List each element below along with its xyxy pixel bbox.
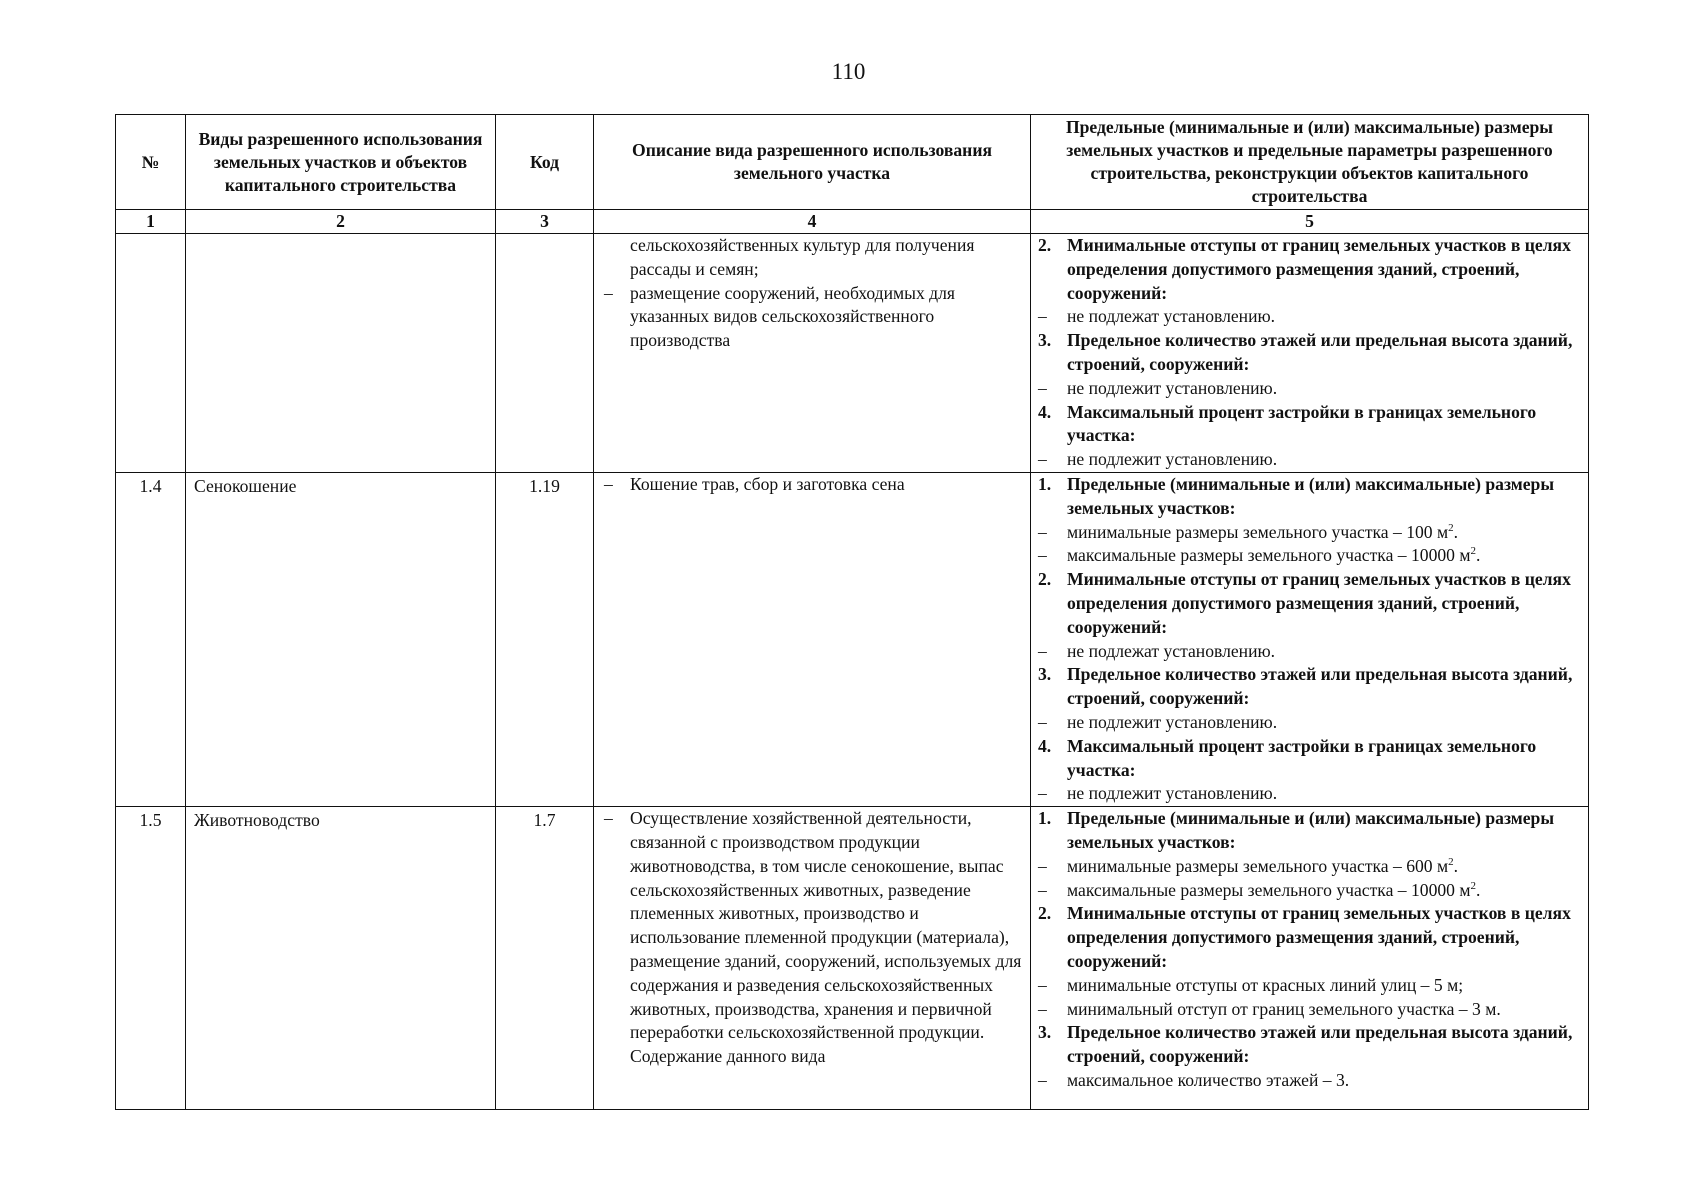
row-number: 1.4 [139, 475, 162, 496]
list-marker: – [1038, 783, 1047, 804]
list-marker: – [604, 808, 613, 829]
description-text: размещение сооружений, необходимых для указанных видов сельскохозяйственного производства [630, 282, 956, 351]
parameter-text-wrap [1067, 568, 1588, 639]
parameter-text-wrap [1067, 1021, 1588, 1069]
list-marker [594, 234, 630, 282]
description-cell [594, 807, 1031, 1110]
parameter-text: минимальный отступ от границ земельного участка – 3 м. [1067, 998, 1501, 1019]
list-marker: – [1038, 879, 1047, 900]
description-cell [594, 472, 1031, 806]
list-marker: 2. [1038, 569, 1052, 590]
parameter-text-wrap [1067, 305, 1588, 329]
parameter-text-wrap [1067, 855, 1588, 879]
superscript: 2 [1448, 521, 1454, 534]
description-item [594, 282, 1030, 353]
parameter-value [1031, 640, 1588, 664]
parameter-text: максимальное количество этажей – 3. [1067, 1069, 1350, 1090]
use-type-cell [186, 807, 496, 1110]
parameter-heading [1031, 735, 1588, 783]
parameter-value [1031, 711, 1588, 735]
use-type-code [496, 234, 593, 236]
parameter-text-wrap [1067, 234, 1588, 305]
parameter-value [1031, 544, 1588, 568]
parameter-text: не подлежат установлению. [1067, 306, 1276, 327]
parameter-value [1031, 448, 1588, 472]
parameter-text: Минимальные отступы от границ земельных участков в целях определения допустимого размещения зданий, строений, сооружений: [1067, 903, 1571, 971]
list-marker: – [1038, 1069, 1047, 1090]
list-marker: – [1038, 711, 1047, 732]
parameter-text: Предельные (минимальные и (или) максимальные) размеры земельных участков: [1067, 473, 1555, 518]
parameters-cell [1031, 807, 1589, 1110]
list-marker: – [1038, 545, 1047, 566]
column-number: 2 [186, 210, 496, 234]
parameter-tail: . [1476, 545, 1481, 566]
parameter-heading [1031, 902, 1588, 973]
list-marker: – [1038, 974, 1047, 995]
header-description: Описание вида разрешенного использования земельного участка [594, 115, 1031, 210]
parameter-text-wrap [1067, 663, 1588, 711]
use-type-cell [186, 472, 496, 806]
parameter-value [1031, 1069, 1588, 1093]
parameter-heading [1031, 807, 1588, 855]
list-marker: – [1038, 306, 1047, 327]
table-body [116, 234, 1589, 1110]
parameter-text-wrap [1067, 521, 1588, 545]
parameter-text: минимальные отступы от красных линий улиц – 5 м; [1067, 974, 1464, 995]
parameter-heading [1031, 234, 1588, 305]
parameter-text-wrap [1067, 807, 1588, 855]
use-type-name [186, 234, 495, 236]
description-item [594, 473, 1030, 497]
list-marker: – [1038, 855, 1047, 876]
parameter-text: не подлежат установлению. [1067, 640, 1276, 661]
parameter-heading [1031, 329, 1588, 377]
parameter-value [1031, 879, 1588, 903]
parameter-text: Предельное количество этажей или предельная высота зданий, строений, сооружений: [1067, 1022, 1573, 1067]
description-text: Кошение трав, сбор и заготовка сена [630, 473, 905, 494]
parameter-heading [1031, 473, 1588, 521]
parameter-text: не подлежит установлению. [1067, 449, 1278, 470]
header-use-types: Виды разрешенного использования земельных участков и объектов капитального строительства [186, 115, 496, 210]
row-number-cell [116, 472, 186, 806]
list-marker: – [1038, 377, 1047, 398]
parameter-text-wrap [1067, 473, 1588, 521]
parameter-heading [1031, 401, 1588, 449]
list-marker: – [1038, 998, 1047, 1019]
column-number-row [116, 210, 1589, 234]
description-item [594, 807, 1030, 1069]
parameter-heading [1031, 568, 1588, 639]
description-cell [594, 234, 1031, 473]
superscript: 2 [1470, 879, 1476, 892]
row-number [116, 234, 185, 236]
parameter-text: минимальные размеры земельного участка – 600 м [1067, 855, 1449, 876]
row-number-cell [116, 807, 186, 1110]
parameter-text-wrap [1067, 401, 1588, 449]
parameter-text: Предельное количество этажей или предельная высота зданий, строений, сооружений: [1067, 330, 1573, 374]
use-type-name: Сенокошение [194, 475, 297, 496]
parameter-tail: . [1453, 521, 1459, 542]
parameter-text: Минимальные отступы от границ земельных участков в целях определения допустимого размещения зданий, строений, сооружений: [1067, 235, 1571, 303]
list-marker: – [1038, 640, 1047, 661]
code-cell [496, 234, 594, 473]
list-marker: 2. [1038, 235, 1052, 255]
parameter-text-wrap [1067, 448, 1588, 472]
parameter-heading [1031, 1021, 1588, 1069]
parameter-value [1031, 521, 1588, 545]
use-type-name: Животноводство [194, 810, 320, 831]
table-header-row [116, 115, 1589, 210]
parameter-text-wrap [1067, 782, 1588, 806]
parameter-text: не подлежит установлению. [1067, 711, 1278, 732]
parameter-text-wrap [1067, 998, 1588, 1022]
superscript: 2 [1470, 545, 1476, 558]
description-text: Осуществление хозяйственной деятельности, связанной с производством продукции животноводства, в том числе сенокошение, выпас сельскохозяйственных животных, разведение племенных животных, производство и использование племенной продукции (материала), размещение зданий, сооружений, используемых для содержания и разведения сельскохозяйственных животных, производства, хранения и первичной переработки сельскохозяйственной продукции. Содержание данного вида [630, 808, 1022, 1067]
parameter-value [1031, 305, 1588, 329]
parameter-text: Максимальный процент застройки в границах земельного участка: [1067, 401, 1537, 446]
code-cell [496, 807, 594, 1110]
parameter-heading [1031, 663, 1588, 711]
description-item [594, 234, 1030, 282]
parameter-text-wrap [1067, 974, 1588, 998]
parameter-text: максимальные размеры земельного участка – 10000 м [1067, 879, 1471, 900]
list-marker: 1. [1038, 473, 1052, 494]
list-marker: – [604, 473, 613, 494]
parameters-cell [1031, 234, 1589, 473]
parameter-text: не подлежит установлению. [1067, 783, 1278, 804]
column-number: 1 [116, 210, 186, 234]
parameter-text: максимальные размеры земельного участка – 10000 м [1067, 545, 1471, 566]
list-marker: 4. [1038, 735, 1052, 756]
table-row [116, 234, 1589, 473]
parameter-text: минимальные размеры земельного участка – 100 м [1067, 521, 1449, 542]
list-marker: 2. [1038, 903, 1052, 924]
column-number: 3 [496, 210, 594, 234]
list-marker: 3. [1038, 664, 1052, 685]
header-code: Код [496, 115, 594, 210]
parameter-text-wrap [1067, 735, 1588, 783]
list-marker: 4. [1038, 401, 1052, 422]
parameter-text: Максимальный процент застройки в границах земельного участка: [1067, 735, 1537, 780]
parameter-value [1031, 974, 1588, 998]
page-number: 110 [831, 59, 866, 84]
list-marker: – [1038, 449, 1047, 470]
list-marker: – [604, 282, 613, 303]
code-cell [496, 472, 594, 806]
use-type-code: 1.7 [533, 810, 556, 831]
parameter-text-wrap [1067, 377, 1588, 401]
parameter-tail: . [1476, 879, 1481, 900]
parameter-text-wrap [1067, 879, 1588, 903]
list-marker: – [1038, 521, 1047, 542]
parameter-text: Минимальные отступы от границ земельных участков в целях определения допустимого размещения зданий, строений, сооружений: [1067, 569, 1571, 637]
header-parameters: Предельные (минимальные и (или) максимальные) размеры земельных участков и предельные параметры разрешенного строительства, реконструкции объектов капитального строительства [1031, 115, 1589, 210]
header-number: № [116, 115, 186, 210]
parameter-text: Предельное количество этажей или предельная высота зданий, строений, сооружений: [1067, 664, 1573, 709]
parameter-value [1031, 855, 1588, 879]
description-text: сельскохозяйственных культур для получения рассады и семян; [630, 235, 975, 279]
parameter-text-wrap [1067, 711, 1588, 735]
use-type-cell [186, 234, 496, 473]
land-use-table [115, 114, 1589, 1110]
parameter-text-wrap [1067, 640, 1588, 664]
row-number: 1.5 [139, 810, 162, 831]
list-marker: 1. [1038, 808, 1052, 829]
parameter-text-wrap [1067, 329, 1588, 377]
row-number-cell [116, 234, 186, 473]
parameter-tail: . [1453, 855, 1459, 876]
table-row [116, 807, 1589, 1110]
column-number: 5 [1031, 210, 1589, 234]
parameter-value [1031, 782, 1588, 806]
parameter-value [1031, 377, 1588, 401]
parameter-text: не подлежит установлению. [1067, 377, 1278, 398]
table-row [116, 472, 1589, 806]
parameter-value [1031, 998, 1588, 1022]
parameter-text: Предельные (минимальные и (или) максимальные) размеры земельных участков: [1067, 808, 1555, 852]
parameter-text-wrap [1067, 1069, 1588, 1093]
superscript: 2 [1448, 855, 1454, 868]
parameter-text-wrap [1067, 544, 1588, 568]
use-type-code: 1.19 [529, 475, 560, 496]
column-number: 4 [594, 210, 1031, 234]
parameter-text-wrap [1067, 902, 1588, 973]
list-marker: 3. [1038, 1022, 1052, 1043]
parameters-cell [1031, 472, 1589, 806]
list-marker: 3. [1038, 330, 1052, 351]
